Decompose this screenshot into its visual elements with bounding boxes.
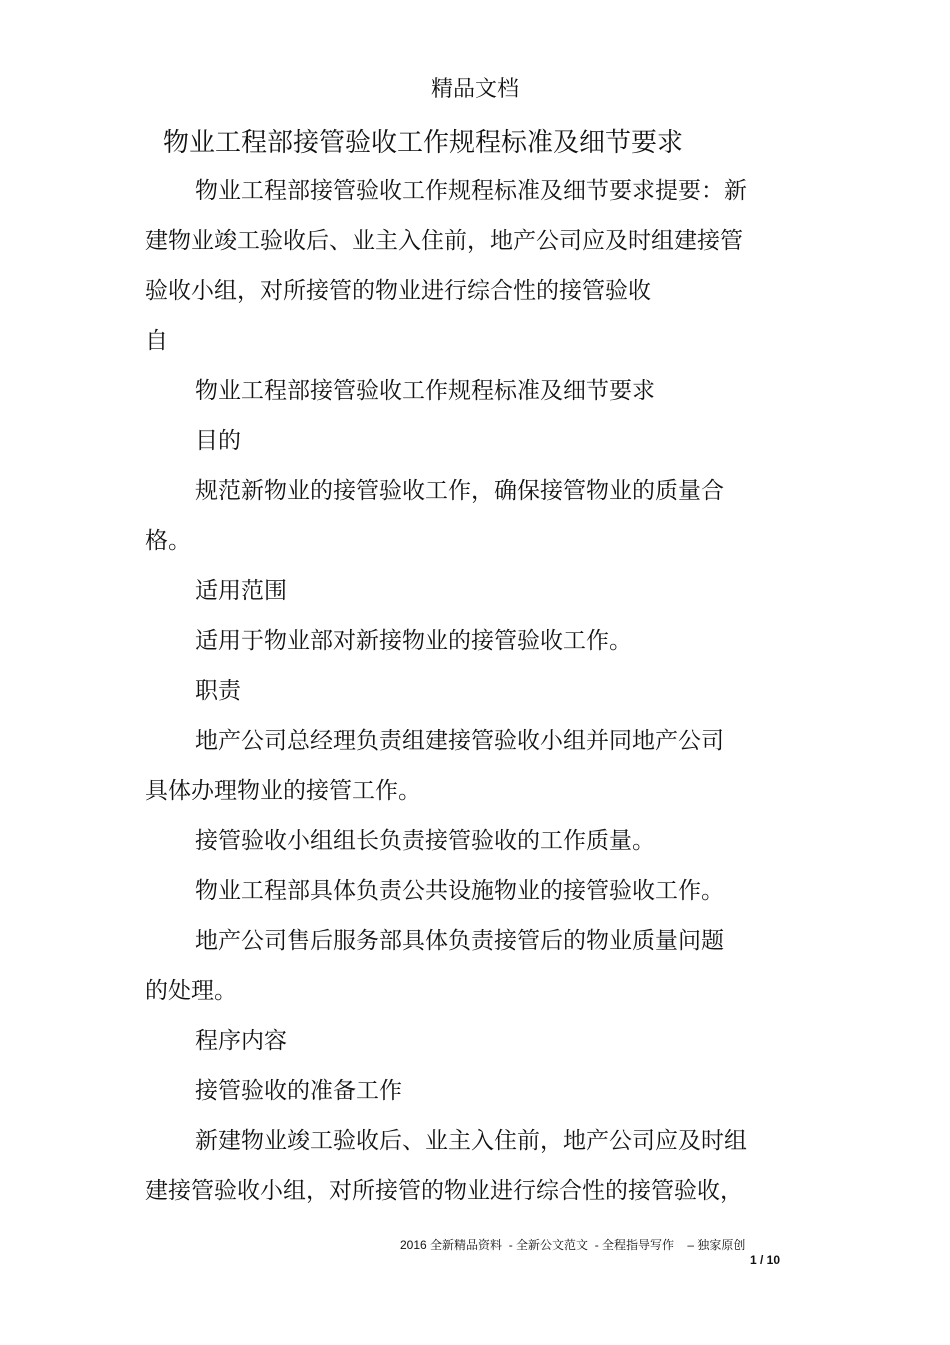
text-line: 物业工程部具体负责公共设施物业的接管验收工作。: [195, 878, 724, 904]
page-header: 精品文档: [430, 77, 519, 102]
text-line: 建接管验收小组，对所接管的物业进行综合性的接管验收，: [145, 1178, 743, 1204]
document-title: 物业工程部接管验收工作规程标准及细节要求: [163, 128, 684, 158]
text-line: 新建物业竣工验收后、业主入住前，地产公司应及时组: [195, 1128, 747, 1154]
text-line: 适用于物业部对新接物业的接管验收工作。: [195, 628, 632, 654]
text-line: 地产公司售后服务部具体负责接管后的物业质量问题: [195, 928, 724, 954]
footer-text: 2016 全新精品资料 - 全新公文范文 - 全程指导写作 – 独家原创: [400, 1238, 746, 1252]
text-line: 具体办理物业的接管工作。: [145, 778, 421, 804]
text-line: 规范新物业的接管验收工作，确保接管物业的质量合: [195, 478, 724, 504]
text-line: 的处理。: [145, 978, 237, 1004]
text-line: 接管验收小组组长负责接管验收的工作质量。: [195, 828, 655, 854]
section-heading: 职责: [195, 678, 241, 704]
section-heading: 适用范围: [195, 578, 287, 604]
section-heading: 目的: [195, 428, 241, 454]
text-line: 物业工程部接管验收工作规程标准及细节要求提要：新: [195, 178, 747, 204]
text-line: 格。: [145, 528, 191, 554]
text-line: 自: [145, 328, 168, 354]
text-line: 地产公司总经理负责组建接管验收小组并同地产公司: [195, 728, 724, 754]
text-line: 建物业竣工验收后、业主入住前，地产公司应及时组建接管: [145, 228, 743, 254]
text-line: 物业工程部接管验收工作规程标准及细节要求: [195, 378, 655, 404]
section-heading: 程序内容: [195, 1028, 287, 1054]
section-heading: 接管验收的准备工作: [195, 1078, 402, 1104]
text-line: 验收小组，对所接管的物业进行综合性的接管验收: [145, 278, 651, 304]
page-number: 1 / 10: [749, 1253, 780, 1267]
